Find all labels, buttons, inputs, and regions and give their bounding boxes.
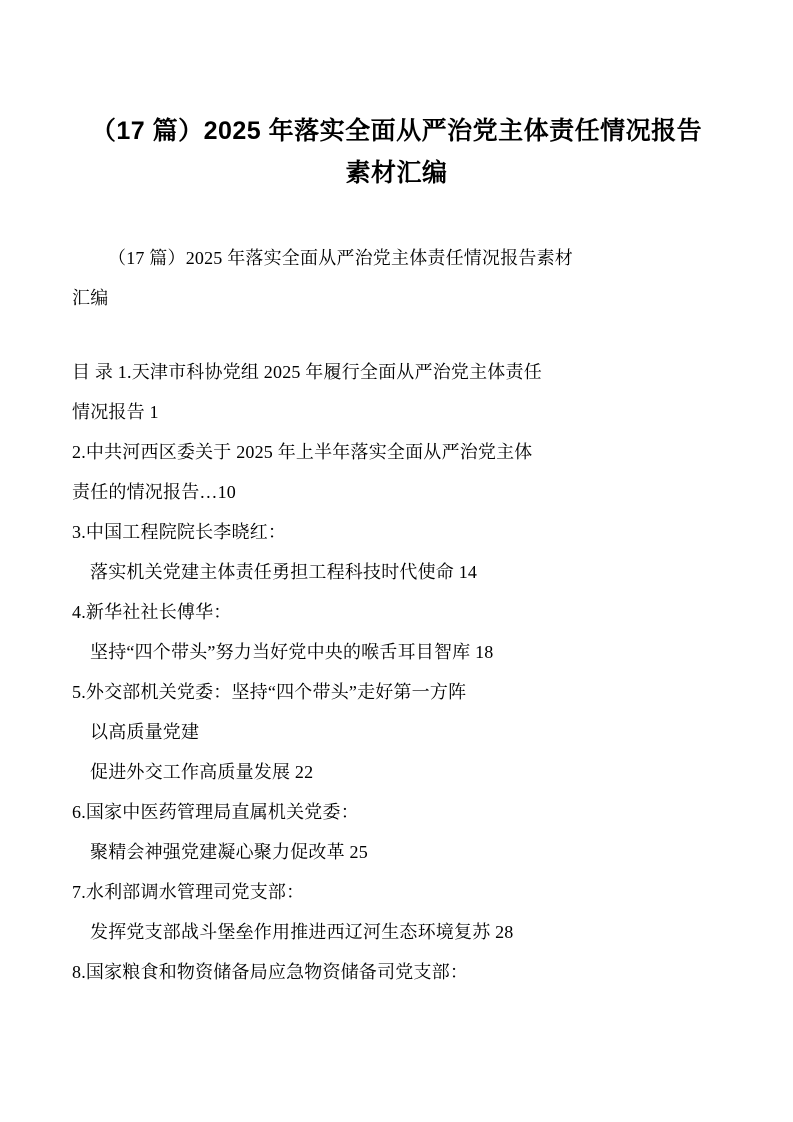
toc-line: 聚精会神强党建凝心聚力促改革 25 <box>90 842 368 862</box>
toc-line: 情况报告 1 <box>72 402 159 422</box>
toc-line: 以高质量党建 <box>90 722 200 742</box>
toc-line: 2.中共河西区委关于 2025 年上半年落实全面从严治党主体 <box>72 442 533 462</box>
toc-line: 坚持“四个带头”努力当好党中央的喉舌耳目智库 18 <box>90 642 494 662</box>
toc-line: 6.国家中医药管理局直属机关党委： <box>72 802 359 822</box>
toc-line: 责任的情况报告…10 <box>72 482 236 502</box>
toc-line: 目 录 1.天津市科协党组 2025 年履行全面从严治党主体责任 <box>72 362 542 382</box>
table-of-contents <box>72 352 721 992</box>
toc-line: 7.水利部调水管理司党支部： <box>72 882 305 902</box>
toc-line: 促进外交工作高质量发展 22 <box>90 762 314 782</box>
toc-line: 3.中国工程院院长李晓红： <box>72 522 287 542</box>
page-title: （17 篇）2025 年落实全面从严治党主体责任情况报告素材汇编 <box>90 117 703 187</box>
toc-line: 5.外交部机关党委：坚持“四个带头”走好第一方阵 <box>72 682 467 702</box>
toc-line: 落实机关党建主体责任勇担工程科技时代使命 14 <box>90 562 478 582</box>
toc-line: 8.国家粮食和物资储备局应急物资储备司党支部： <box>72 962 469 982</box>
intro-line: 汇编 <box>72 288 109 308</box>
toc-line: 发挥党支部战斗堡垒作用推进西辽河生态环境复苏 28 <box>90 922 514 942</box>
toc-line: 4.新华社社长傅华： <box>72 602 232 622</box>
intro-block <box>72 238 721 318</box>
intro-line: （17 篇）2025 年落实全面从严治党主体责任情况报告素材 <box>108 248 573 268</box>
